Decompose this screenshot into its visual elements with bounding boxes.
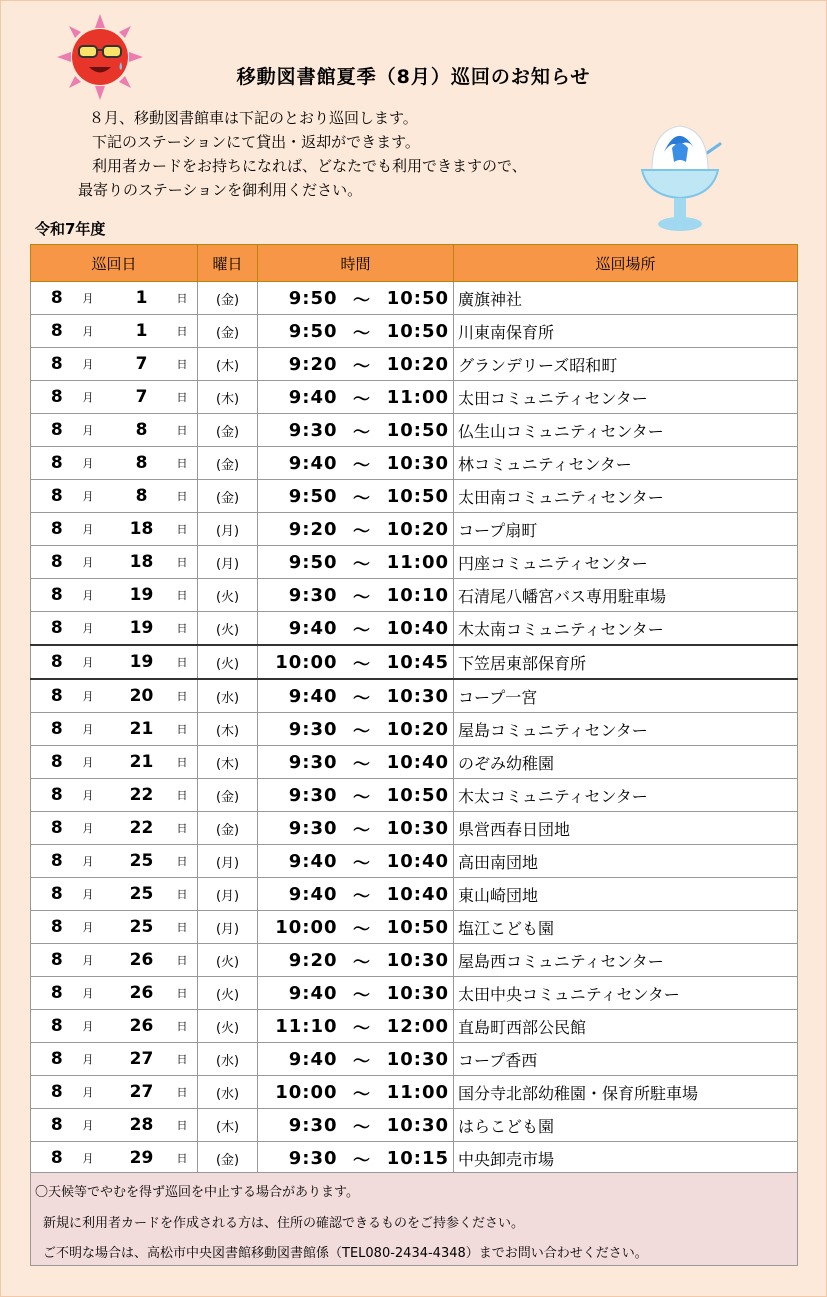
- row-place: 川東南保育所: [454, 315, 798, 348]
- row-end-time: 10:30: [382, 944, 454, 977]
- row-tilde: ～: [342, 779, 382, 812]
- row-day: 19: [107, 612, 177, 646]
- row-start-time: 9:30: [258, 746, 342, 779]
- schedule-table: [30, 244, 798, 1175]
- row-day: 7: [107, 348, 177, 381]
- row-end-time: 10:45: [382, 645, 454, 679]
- row-tilde: ～: [342, 845, 382, 878]
- row-month: 8: [31, 1043, 83, 1076]
- row-day: 8: [107, 414, 177, 447]
- table-row: [31, 944, 798, 977]
- row-month: 8: [31, 348, 83, 381]
- row-month: 8: [31, 1109, 83, 1142]
- row-day: 28: [107, 1109, 177, 1142]
- row-month: 8: [31, 381, 83, 414]
- note-line: 新規に利用者カードを作成される方は、住所の確認できるものをご持参ください。: [43, 1216, 525, 1231]
- row-day-unit: 日: [177, 746, 198, 779]
- row-tilde: ～: [342, 447, 382, 480]
- row-end-time: 10:40: [382, 845, 454, 878]
- header-weekday: 曜日: [198, 245, 258, 282]
- row-end-time: 10:20: [382, 348, 454, 381]
- row-tilde: ～: [342, 645, 382, 679]
- header-time: 時間: [258, 245, 454, 282]
- row-end-time: 10:30: [382, 977, 454, 1010]
- row-day-unit: 日: [177, 381, 198, 414]
- row-month: 8: [31, 878, 83, 911]
- row-end-time: 10:20: [382, 513, 454, 546]
- row-tilde: ～: [342, 1076, 382, 1109]
- row-weekday: (火): [198, 612, 258, 646]
- row-month-unit: 月: [83, 1043, 107, 1076]
- table-row: [31, 645, 798, 679]
- row-month: 8: [31, 282, 83, 315]
- row-start-time: 9:30: [258, 579, 342, 612]
- row-day: 7: [107, 381, 177, 414]
- row-start-time: 10:00: [258, 645, 342, 679]
- row-place: 屋島西コミュニティセンター: [454, 944, 798, 977]
- table-row: [31, 612, 798, 646]
- row-day-unit: 日: [177, 282, 198, 315]
- row-month-unit: 月: [83, 282, 107, 315]
- era-label: 令和7年度: [35, 220, 106, 238]
- row-tilde: ～: [342, 944, 382, 977]
- row-day-unit: 日: [177, 845, 198, 878]
- row-end-time: 10:40: [382, 612, 454, 646]
- row-tilde: ～: [342, 746, 382, 779]
- row-month: 8: [31, 447, 83, 480]
- row-place: 仏生山コミュニティセンター: [454, 414, 798, 447]
- row-tilde: ～: [342, 480, 382, 513]
- row-start-time: 9:40: [258, 679, 342, 713]
- row-end-time: 10:50: [382, 911, 454, 944]
- row-day-unit: 日: [177, 1010, 198, 1043]
- row-month-unit: 月: [83, 977, 107, 1010]
- row-weekday: (月): [198, 911, 258, 944]
- row-month: 8: [31, 746, 83, 779]
- row-day: 8: [107, 447, 177, 480]
- row-weekday: (月): [198, 845, 258, 878]
- row-day-unit: 日: [177, 315, 198, 348]
- table-row: [31, 1076, 798, 1109]
- row-day-unit: 日: [177, 1076, 198, 1109]
- row-place: 中央卸売市場: [454, 1142, 798, 1175]
- table-row: [31, 1010, 798, 1043]
- row-start-time: 9:40: [258, 878, 342, 911]
- row-start-time: 9:30: [258, 812, 342, 845]
- row-month-unit: 月: [83, 348, 107, 381]
- row-day-unit: 日: [177, 977, 198, 1010]
- table-row: [31, 845, 798, 878]
- row-place: 太田コミュニティセンター: [454, 381, 798, 414]
- row-end-time: 10:50: [382, 282, 454, 315]
- row-month: 8: [31, 315, 83, 348]
- row-day: 19: [107, 645, 177, 679]
- row-start-time: 9:50: [258, 480, 342, 513]
- row-day-unit: 日: [177, 944, 198, 977]
- row-month: 8: [31, 579, 83, 612]
- row-weekday: (木): [198, 713, 258, 746]
- row-weekday: (木): [198, 746, 258, 779]
- row-place: コープ香西: [454, 1043, 798, 1076]
- row-weekday: (金): [198, 480, 258, 513]
- row-day-unit: 日: [177, 713, 198, 746]
- row-start-time: 9:40: [258, 1043, 342, 1076]
- row-start-time: 9:30: [258, 779, 342, 812]
- row-month-unit: 月: [83, 812, 107, 845]
- row-day-unit: 日: [177, 348, 198, 381]
- row-day: 22: [107, 812, 177, 845]
- row-weekday: (火): [198, 977, 258, 1010]
- shaved-ice-illustration: [632, 118, 728, 238]
- row-month: 8: [31, 612, 83, 646]
- row-place: コープ扇町: [454, 513, 798, 546]
- row-month-unit: 月: [83, 513, 107, 546]
- row-end-time: 10:50: [382, 779, 454, 812]
- row-day: 20: [107, 679, 177, 713]
- table-row: [31, 977, 798, 1010]
- row-day-unit: 日: [177, 546, 198, 579]
- row-place: 石清尾八幡宮バス専用駐車場: [454, 579, 798, 612]
- row-place: コープ一宮: [454, 679, 798, 713]
- row-tilde: ～: [342, 911, 382, 944]
- row-end-time: 10:15: [382, 1142, 454, 1175]
- row-start-time: 9:30: [258, 1109, 342, 1142]
- row-day: 21: [107, 713, 177, 746]
- row-month-unit: 月: [83, 480, 107, 513]
- table-row: [31, 546, 798, 579]
- row-day-unit: 日: [177, 414, 198, 447]
- row-tilde: ～: [342, 513, 382, 546]
- row-start-time: 9:30: [258, 414, 342, 447]
- row-end-time: 10:40: [382, 746, 454, 779]
- row-end-time: 12:00: [382, 1010, 454, 1043]
- table-row: [31, 746, 798, 779]
- row-end-time: 11:00: [382, 546, 454, 579]
- row-end-time: 10:50: [382, 315, 454, 348]
- row-day-unit: 日: [177, 1043, 198, 1076]
- row-month-unit: 月: [83, 845, 107, 878]
- row-weekday: (火): [198, 1010, 258, 1043]
- row-weekday: (木): [198, 348, 258, 381]
- row-day: 1: [107, 315, 177, 348]
- row-place: のぞみ幼稚園: [454, 746, 798, 779]
- row-month-unit: 月: [83, 315, 107, 348]
- row-weekday: (水): [198, 1076, 258, 1109]
- header-date: 巡回日: [31, 245, 198, 282]
- row-month-unit: 月: [83, 381, 107, 414]
- row-month: 8: [31, 1076, 83, 1109]
- table-row: [31, 480, 798, 513]
- row-month-unit: 月: [83, 414, 107, 447]
- row-place: 廣旗神社: [454, 282, 798, 315]
- row-place: 東山崎団地: [454, 878, 798, 911]
- row-tilde: ～: [342, 977, 382, 1010]
- intro-line: 最寄りのステーションを御利用ください。: [78, 181, 363, 199]
- row-tilde: ～: [342, 381, 382, 414]
- table-row: [31, 1109, 798, 1142]
- row-weekday: (木): [198, 381, 258, 414]
- row-tilde: ～: [342, 1109, 382, 1142]
- row-month: 8: [31, 911, 83, 944]
- row-day: 25: [107, 911, 177, 944]
- row-end-time: 10:10: [382, 579, 454, 612]
- row-start-time: 9:50: [258, 315, 342, 348]
- row-weekday: (水): [198, 679, 258, 713]
- row-month: 8: [31, 812, 83, 845]
- row-tilde: ～: [342, 1010, 382, 1043]
- row-day: 29: [107, 1142, 177, 1175]
- row-place: グランデリーズ昭和町: [454, 348, 798, 381]
- row-day-unit: 日: [177, 1109, 198, 1142]
- row-weekday: (月): [198, 546, 258, 579]
- row-day-unit: 日: [177, 447, 198, 480]
- row-weekday: (木): [198, 1109, 258, 1142]
- row-month: 8: [31, 1010, 83, 1043]
- row-weekday: (月): [198, 513, 258, 546]
- notes-box: [30, 1172, 798, 1266]
- row-weekday: (火): [198, 579, 258, 612]
- row-month-unit: 月: [83, 944, 107, 977]
- row-tilde: ～: [342, 1043, 382, 1076]
- row-start-time: 9:40: [258, 381, 342, 414]
- row-day-unit: 日: [177, 779, 198, 812]
- table-row: [31, 713, 798, 746]
- header-place: 巡回場所: [454, 245, 798, 282]
- table-row: [31, 282, 798, 315]
- row-place: 県営西春日団地: [454, 812, 798, 845]
- row-day: 26: [107, 1010, 177, 1043]
- row-weekday: (金): [198, 414, 258, 447]
- table-row: [31, 381, 798, 414]
- row-start-time: 9:50: [258, 282, 342, 315]
- row-day: 25: [107, 845, 177, 878]
- row-weekday: (金): [198, 1142, 258, 1175]
- row-tilde: ～: [342, 878, 382, 911]
- table-row: [31, 447, 798, 480]
- row-month-unit: 月: [83, 1142, 107, 1175]
- row-month: 8: [31, 679, 83, 713]
- row-place: 国分寺北部幼稚園・保育所駐車場: [454, 1076, 798, 1109]
- row-day: 26: [107, 944, 177, 977]
- row-day-unit: 日: [177, 1142, 198, 1175]
- row-day-unit: 日: [177, 579, 198, 612]
- table-row: [31, 878, 798, 911]
- row-day: 18: [107, 546, 177, 579]
- row-place: 屋島コミュニティセンター: [454, 713, 798, 746]
- table-row: [31, 1043, 798, 1076]
- page-title: 移動図書館夏季（8月）巡回のお知らせ: [236, 66, 591, 88]
- row-tilde: ～: [342, 713, 382, 746]
- row-start-time: 11:10: [258, 1010, 342, 1043]
- row-tilde: ～: [342, 1142, 382, 1175]
- row-month: 8: [31, 645, 83, 679]
- row-weekday: (火): [198, 645, 258, 679]
- row-tilde: ～: [342, 282, 382, 315]
- row-start-time: 9:20: [258, 944, 342, 977]
- row-month: 8: [31, 779, 83, 812]
- table-row: [31, 579, 798, 612]
- note-line: ご不明な場合は、高松市中央図書館移動図書館係（TEL080-2434-4348）までお問い合わせください。: [43, 1246, 648, 1261]
- row-tilde: ～: [342, 315, 382, 348]
- row-tilde: ～: [342, 348, 382, 381]
- row-start-time: 9:40: [258, 447, 342, 480]
- row-day-unit: 日: [177, 812, 198, 845]
- row-weekday: (金): [198, 282, 258, 315]
- row-tilde: ～: [342, 546, 382, 579]
- row-day-unit: 日: [177, 480, 198, 513]
- row-month-unit: 月: [83, 878, 107, 911]
- row-month: 8: [31, 480, 83, 513]
- table-header-row: [31, 245, 798, 282]
- row-month: 8: [31, 845, 83, 878]
- row-tilde: ～: [342, 414, 382, 447]
- row-month: 8: [31, 513, 83, 546]
- row-weekday: (火): [198, 944, 258, 977]
- row-weekday: (金): [198, 447, 258, 480]
- row-month: 8: [31, 944, 83, 977]
- row-day-unit: 日: [177, 513, 198, 546]
- table-row: [31, 315, 798, 348]
- row-end-time: 11:00: [382, 1076, 454, 1109]
- row-day: 26: [107, 977, 177, 1010]
- row-end-time: 10:30: [382, 1109, 454, 1142]
- row-tilde: ～: [342, 679, 382, 713]
- row-day-unit: 日: [177, 645, 198, 679]
- row-start-time: 9:30: [258, 1142, 342, 1175]
- row-end-time: 10:30: [382, 1043, 454, 1076]
- row-day: 25: [107, 878, 177, 911]
- row-weekday: (金): [198, 779, 258, 812]
- row-place: はらこども園: [454, 1109, 798, 1142]
- table-row: [31, 348, 798, 381]
- row-month-unit: 月: [83, 645, 107, 679]
- row-month-unit: 月: [83, 713, 107, 746]
- row-place: 太田南コミュニティセンター: [454, 480, 798, 513]
- row-day-unit: 日: [177, 612, 198, 646]
- table-row: [31, 1142, 798, 1175]
- table-row: [31, 414, 798, 447]
- row-month-unit: 月: [83, 579, 107, 612]
- row-end-time: 10:30: [382, 447, 454, 480]
- intro-text: [75, 106, 527, 202]
- row-place: 太田中央コミュニティセンター: [454, 977, 798, 1010]
- row-start-time: 9:40: [258, 845, 342, 878]
- row-place: 木太南コミュニティセンター: [454, 612, 798, 646]
- intro-line: ８月、移動図書館車は下記のとおり巡回します。: [89, 109, 418, 127]
- row-month-unit: 月: [83, 1076, 107, 1109]
- row-weekday: (金): [198, 812, 258, 845]
- row-month-unit: 月: [83, 779, 107, 812]
- row-weekday: (月): [198, 878, 258, 911]
- row-day: 27: [107, 1076, 177, 1109]
- row-end-time: 10:20: [382, 713, 454, 746]
- row-tilde: ～: [342, 579, 382, 612]
- row-start-time: 9:50: [258, 546, 342, 579]
- row-month: 8: [31, 546, 83, 579]
- row-month: 8: [31, 414, 83, 447]
- row-day: 22: [107, 779, 177, 812]
- row-month-unit: 月: [83, 746, 107, 779]
- row-start-time: 9:20: [258, 513, 342, 546]
- row-day: 19: [107, 579, 177, 612]
- row-day-unit: 日: [177, 679, 198, 713]
- row-start-time: 10:00: [258, 911, 342, 944]
- row-weekday: (水): [198, 1043, 258, 1076]
- row-day: 8: [107, 480, 177, 513]
- row-month: 8: [31, 713, 83, 746]
- row-start-time: 9:20: [258, 348, 342, 381]
- row-start-time: 9:40: [258, 977, 342, 1010]
- row-end-time: 11:00: [382, 381, 454, 414]
- row-end-time: 10:30: [382, 812, 454, 845]
- row-month-unit: 月: [83, 679, 107, 713]
- row-tilde: ～: [342, 812, 382, 845]
- row-start-time: 9:40: [258, 612, 342, 646]
- row-place: 高田南団地: [454, 845, 798, 878]
- row-month-unit: 月: [83, 612, 107, 646]
- row-place: 下笠居東部保育所: [454, 645, 798, 679]
- note-line: 〇天候等でやむを得ず巡回を中止する場合があります。: [35, 1185, 359, 1200]
- row-place: 直島町西部公民館: [454, 1010, 798, 1043]
- row-end-time: 10:50: [382, 480, 454, 513]
- row-day: 27: [107, 1043, 177, 1076]
- table-row: [31, 911, 798, 944]
- intro-line: 下記のステーションにて貸出・返却ができます。: [92, 133, 420, 151]
- table-row: [31, 779, 798, 812]
- intro-line: 利用者カードをお持ちになれば、どなたでも利用できますので、: [92, 157, 527, 175]
- row-day: 18: [107, 513, 177, 546]
- row-weekday: (金): [198, 315, 258, 348]
- row-start-time: 10:00: [258, 1076, 342, 1109]
- row-day: 1: [107, 282, 177, 315]
- row-month-unit: 月: [83, 1010, 107, 1043]
- row-month-unit: 月: [83, 447, 107, 480]
- row-month-unit: 月: [83, 546, 107, 579]
- table-row: [31, 812, 798, 845]
- row-end-time: 10:50: [382, 414, 454, 447]
- row-place: 塩江こども園: [454, 911, 798, 944]
- row-place: 木太コミュニティセンター: [454, 779, 798, 812]
- row-month: 8: [31, 1142, 83, 1175]
- row-month: 8: [31, 977, 83, 1010]
- row-place: 円座コミュニティセンター: [454, 546, 798, 579]
- row-month-unit: 月: [83, 911, 107, 944]
- table-row: [31, 679, 798, 713]
- row-end-time: 10:30: [382, 679, 454, 713]
- row-end-time: 10:40: [382, 878, 454, 911]
- row-day-unit: 日: [177, 878, 198, 911]
- row-tilde: ～: [342, 612, 382, 646]
- row-month-unit: 月: [83, 1109, 107, 1142]
- row-place: 林コミュニティセンター: [454, 447, 798, 480]
- row-start-time: 9:30: [258, 713, 342, 746]
- row-day-unit: 日: [177, 911, 198, 944]
- row-day: 21: [107, 746, 177, 779]
- table-row: [31, 513, 798, 546]
